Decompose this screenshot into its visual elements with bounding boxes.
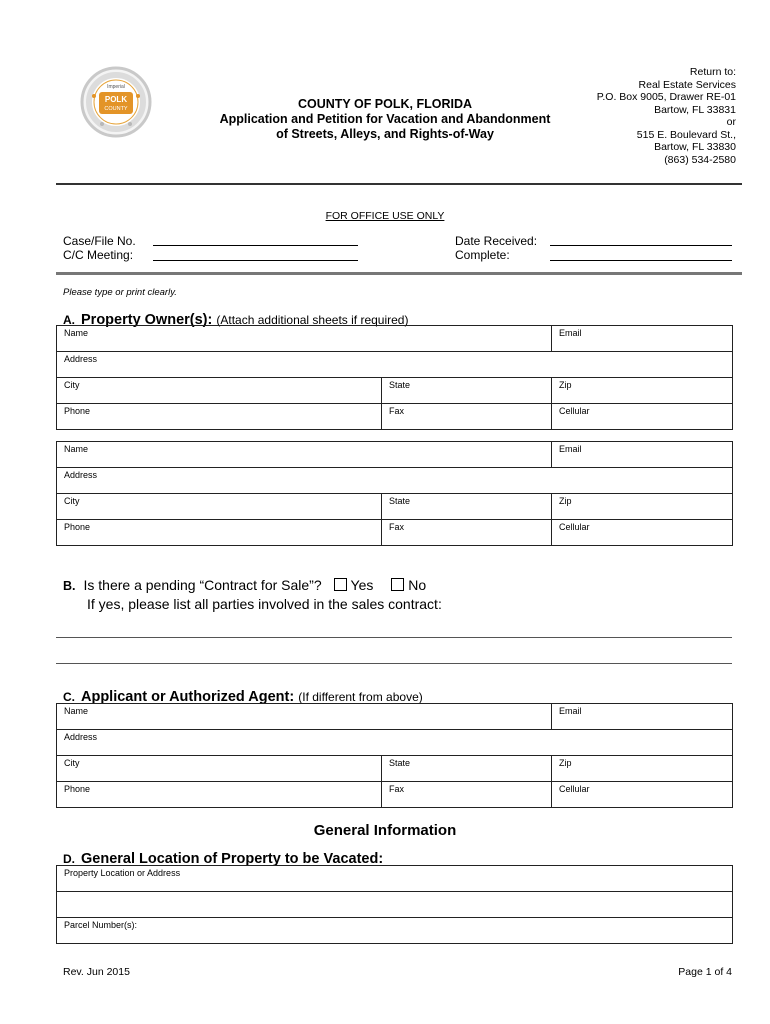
owner-2-phone-field[interactable]: Phone [57, 520, 382, 546]
owner-1-city-field[interactable]: City [57, 378, 382, 404]
agent-address-field[interactable]: Address [57, 730, 733, 756]
contract-followup: If yes, please list all parties involved in the sales contract: [87, 596, 442, 612]
agent-table [56, 703, 733, 808]
agent-name-field[interactable]: Name [57, 704, 552, 730]
agent-state-field[interactable]: State [382, 756, 552, 782]
section-b [63, 576, 442, 613]
instruction-text: Please type or print clearly. [63, 287, 177, 298]
cc-meeting-field[interactable] [153, 260, 358, 261]
property-location-field[interactable]: Property Location or Address [57, 866, 733, 892]
owner-2-table [56, 441, 733, 546]
parcel-number-field[interactable]: Parcel Number(s): [57, 918, 733, 944]
office-divider [56, 272, 742, 275]
case-file-label: Case/File No. [63, 234, 136, 248]
title-line-county: COUNTY OF POLK, FLORIDA [297, 97, 473, 111]
section-b-letter: B. [63, 579, 76, 593]
return-line: P.O. Box 9005, Drawer RE-01 [596, 91, 736, 103]
office-use-heading: FOR OFFICE USE ONLY [325, 210, 445, 222]
agent-zip-field[interactable]: Zip [552, 756, 733, 782]
title-line-application: Application and Petition for Vacation and Abandonment [219, 112, 551, 126]
yes-label: Yes [350, 577, 374, 593]
owner-1-name-field[interactable]: Name [57, 326, 552, 352]
complete-label: Complete: [455, 248, 510, 262]
date-received-field[interactable] [550, 245, 732, 246]
case-file-field[interactable] [153, 245, 358, 246]
property-table [56, 865, 733, 944]
general-information-heading: General Information [313, 822, 457, 839]
owner-2-fax-field[interactable]: Fax [382, 520, 552, 546]
date-received-label: Date Received: [455, 234, 538, 248]
yes-checkbox[interactable] [334, 578, 347, 591]
return-line: 515 E. Boulevard St., [636, 128, 736, 141]
return-line: or [726, 116, 736, 128]
section-c-note: (If different from above) [298, 690, 423, 704]
contract-question: Is there a pending “Contract for Sale”? [83, 577, 322, 593]
page-number: Page 1 of 4 [678, 966, 732, 978]
owner-1-zip-field[interactable]: Zip [552, 378, 733, 404]
agent-phone-field[interactable]: Phone [57, 782, 382, 808]
section-c-heading: Applicant or Authorized Agent: [81, 689, 295, 705]
header-divider [56, 183, 742, 185]
owner-2-cellular-field[interactable]: Cellular [552, 520, 733, 546]
agent-email-field[interactable]: Email [552, 704, 733, 730]
agent-fax-field[interactable]: Fax [382, 782, 552, 808]
owner-1-address-field[interactable]: Address [57, 352, 733, 378]
owner-2-state-field[interactable]: State [382, 494, 552, 520]
seal-sub-text: COUNTY [104, 106, 128, 112]
return-line: Bartow, FL 33831 [654, 103, 736, 116]
owner-2-zip-field[interactable]: Zip [552, 494, 733, 520]
polk-county-seal [80, 66, 152, 138]
revision-date: Rev. Jun 2015 [63, 966, 130, 978]
owner-2-name-field[interactable]: Name [57, 442, 552, 468]
no-checkbox[interactable] [391, 578, 404, 591]
owner-1-phone-field[interactable]: Phone [57, 404, 382, 430]
owner-1-table [56, 325, 733, 430]
return-line: Bartow, FL 33830 [654, 141, 736, 153]
agent-city-field[interactable]: City [57, 756, 382, 782]
contract-parties-line-2[interactable] [56, 663, 732, 664]
section-a-note: (Attach additional sheets if required) [216, 313, 409, 327]
owner-2-city-field[interactable]: City [57, 494, 382, 520]
owner-2-address-field[interactable]: Address [57, 468, 733, 494]
return-line: (863) 534-2580 [664, 153, 736, 166]
owner-1-state-field[interactable]: State [382, 378, 552, 404]
title-line-streets: of Streets, Alleys, and Rights-of-Way [276, 127, 494, 141]
seal-name: POLK [104, 95, 128, 104]
seal-top-text: Imperial [107, 84, 125, 90]
contract-parties-line-1[interactable] [56, 637, 732, 638]
section-a-heading: Property Owner(s): [81, 312, 213, 328]
owner-1-email-field[interactable]: Email [552, 326, 733, 352]
cc-meeting-label: C/C Meeting: [63, 248, 134, 262]
complete-field[interactable] [550, 260, 732, 261]
return-line: Return to: [689, 66, 736, 78]
return-line: Real Estate Services [638, 78, 736, 91]
owner-1-fax-field[interactable]: Fax [382, 404, 552, 430]
owner-1-cellular-field[interactable]: Cellular [552, 404, 733, 430]
section-d-letter: D. [63, 852, 75, 866]
section-a-letter: A. [63, 313, 75, 327]
agent-cellular-field[interactable]: Cellular [552, 782, 733, 808]
return-address [597, 66, 736, 166]
section-c-letter: C. [63, 690, 75, 704]
no-label: No [408, 577, 427, 593]
owner-2-email-field[interactable]: Email [552, 442, 733, 468]
form-title [190, 97, 580, 142]
section-d-heading: General Location of Property to be Vacated: [81, 851, 384, 867]
property-location-continued-field[interactable] [57, 892, 733, 918]
